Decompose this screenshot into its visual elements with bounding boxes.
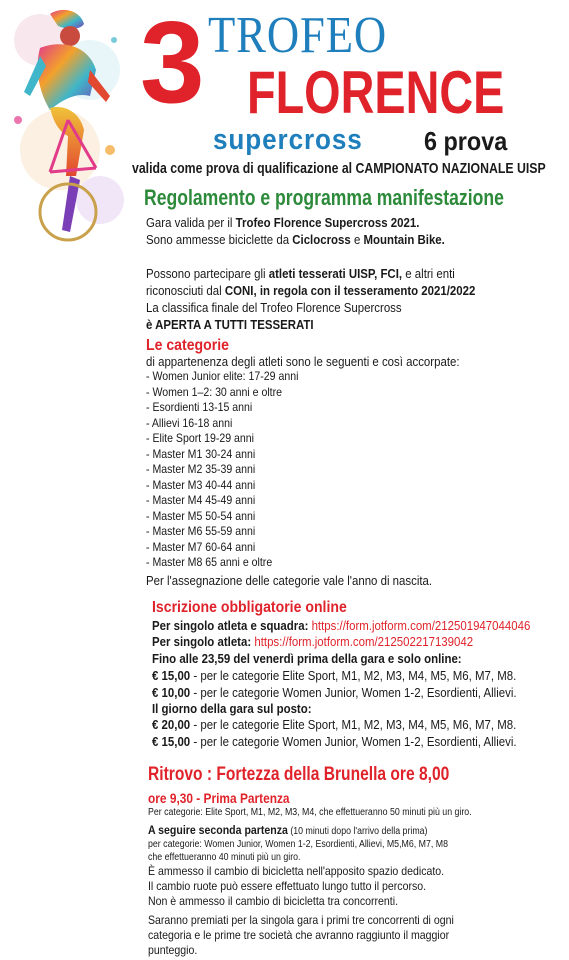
first-start-time: ore 9,30 - Prima Partenza [148,790,290,806]
categories-note: Per l'assegnazione delle categorie vale l'anno di nascita. [146,573,433,588]
category-item: - Women Junior elite: 17-29 anni [146,369,299,383]
prova-label: 6 prova [424,126,508,156]
rule-line: È ammesso il cambio di bicicletta nell'apposito spazio dedicato. [148,864,445,878]
registration-onsite-label: Il giorno della gara sul posto: [152,701,312,716]
prize-line: Saranno premiati per la singola gara i primi tre concorrenti di ogni [148,913,454,927]
registration-team-link[interactable]: https://form.jotform.com/212501947044046 [311,618,531,633]
eligibility-line-4: è APERTA A TUTTI TESSERATI [146,317,314,332]
second-start-duration: che effettueranno 40 minuti più un giro. [148,852,301,863]
intro-line-1: Gara valida per il Trofeo Florence Supercross 2021. [146,215,420,230]
florence-title: FLORENCE [247,59,505,126]
category-item: - Allievi 16-18 anni [146,415,233,430]
eligibility-line-1: Possono partecipare gli atleti tesserati UISP, FCI, e altri enti [146,266,455,281]
fee-row: € 20,00 - per le categorie Elite Sport, M1, M2, M3, M4, M5, M6, M7, M8. [152,717,517,732]
fee-row: € 10,00 - per le categorie Women Junior, Women 1-2, Esordienti, Allievi. [152,685,517,700]
rule-line: Non è ammesso il cambio di bicicletta tra concorrenti. [148,894,399,908]
category-item: - Master M5 50-54 anni [146,508,256,523]
intro-line-2: Sono ammesse biciclette da Ciclocross e Mountain Bike. [146,232,445,247]
category-item: - Esordienti 13-15 anni [146,400,253,414]
category-item: - Master M3 40-44 anni [146,477,256,492]
second-start-categories: per categorie: Women Junior, Women 1-2, Esordienti, Allievi, M5,M6, M7, M8 [148,839,448,850]
registration-deadline: Fino alle 23,59 del venerdì prima della gara e solo online: [152,651,462,666]
prize-line: categoria e le prime tre società che avranno raggiunto il maggior [148,928,450,942]
second-start-line: A seguire seconda partenza (10 minuti dopo l'arrivo della prima) [148,823,428,837]
trofeo-title: TROFEO [208,7,388,64]
categories-list [146,369,319,571]
ritrovo-heading: Ritrovo : Fortezza della Brunella ore 8,00 [148,764,450,785]
qualification-note: valida come prova di qualificazione al CAMPIONATO NAZIONALE UISP [132,160,546,177]
category-item: - Women 1–2: 30 anni e oltre [146,384,283,399]
category-item: - Master M8 65 anni e oltre [146,555,273,569]
registration-heading: Iscrizione obbligatorie online [152,599,347,616]
categories-intro: di appartenenza degli atleti sono le seguenti e così accorpate: [146,354,460,369]
eligibility-line-3: La classifica finale del Trofeo Florence Supercross [146,300,402,315]
edition-number: 3 [140,0,203,127]
registration-single-line: Per singolo atleta: https://form.jotform.com/212502217139042 [152,634,474,649]
prize-line: punteggio. [148,943,198,957]
eligibility-line-2: riconosciuti dal CONI, in regola con il tesseramento 2021/2022 [146,283,476,298]
section-heading-regolamento: Regolamento e programma manifestazione [144,185,504,210]
registration-team-line: Per singolo atleta e squadra: https://form.jotform.com/212501947044046 [152,618,531,633]
category-item: - Master M1 30-24 anni [146,446,256,461]
fee-row: € 15,00 - per le categorie Women Junior, Women 1-2, Esordienti, Allievi. [152,734,517,749]
cyclist-illustration [10,0,128,245]
fee-row: € 15,00 - per le categorie Elite Sport, M1, M2, M3, M4, M5, M6, M7, M8. [152,668,517,683]
category-item: - Master M6 55-59 anni [146,524,256,538]
categories-heading: Le categorie [146,337,229,354]
first-start-categories: Per categorie: Elite Sport, M1, M2, M3, M4, che effettueranno 50 minuti più un giro. [148,807,472,818]
rule-line: Il cambio ruote può essere effettuato lungo tutto il percorso. [148,879,427,893]
category-item: - Master M4 45-49 anni [146,493,256,507]
category-item: - Master M7 60-64 anni [146,539,256,554]
supercross-subtitle: supercross [213,124,363,156]
registration-single-link[interactable]: https://form.jotform.com/212502217139042 [254,634,474,649]
category-item: - Elite Sport 19-29 anni [146,431,255,445]
category-item: - Master M2 35-39 anni [146,462,256,476]
